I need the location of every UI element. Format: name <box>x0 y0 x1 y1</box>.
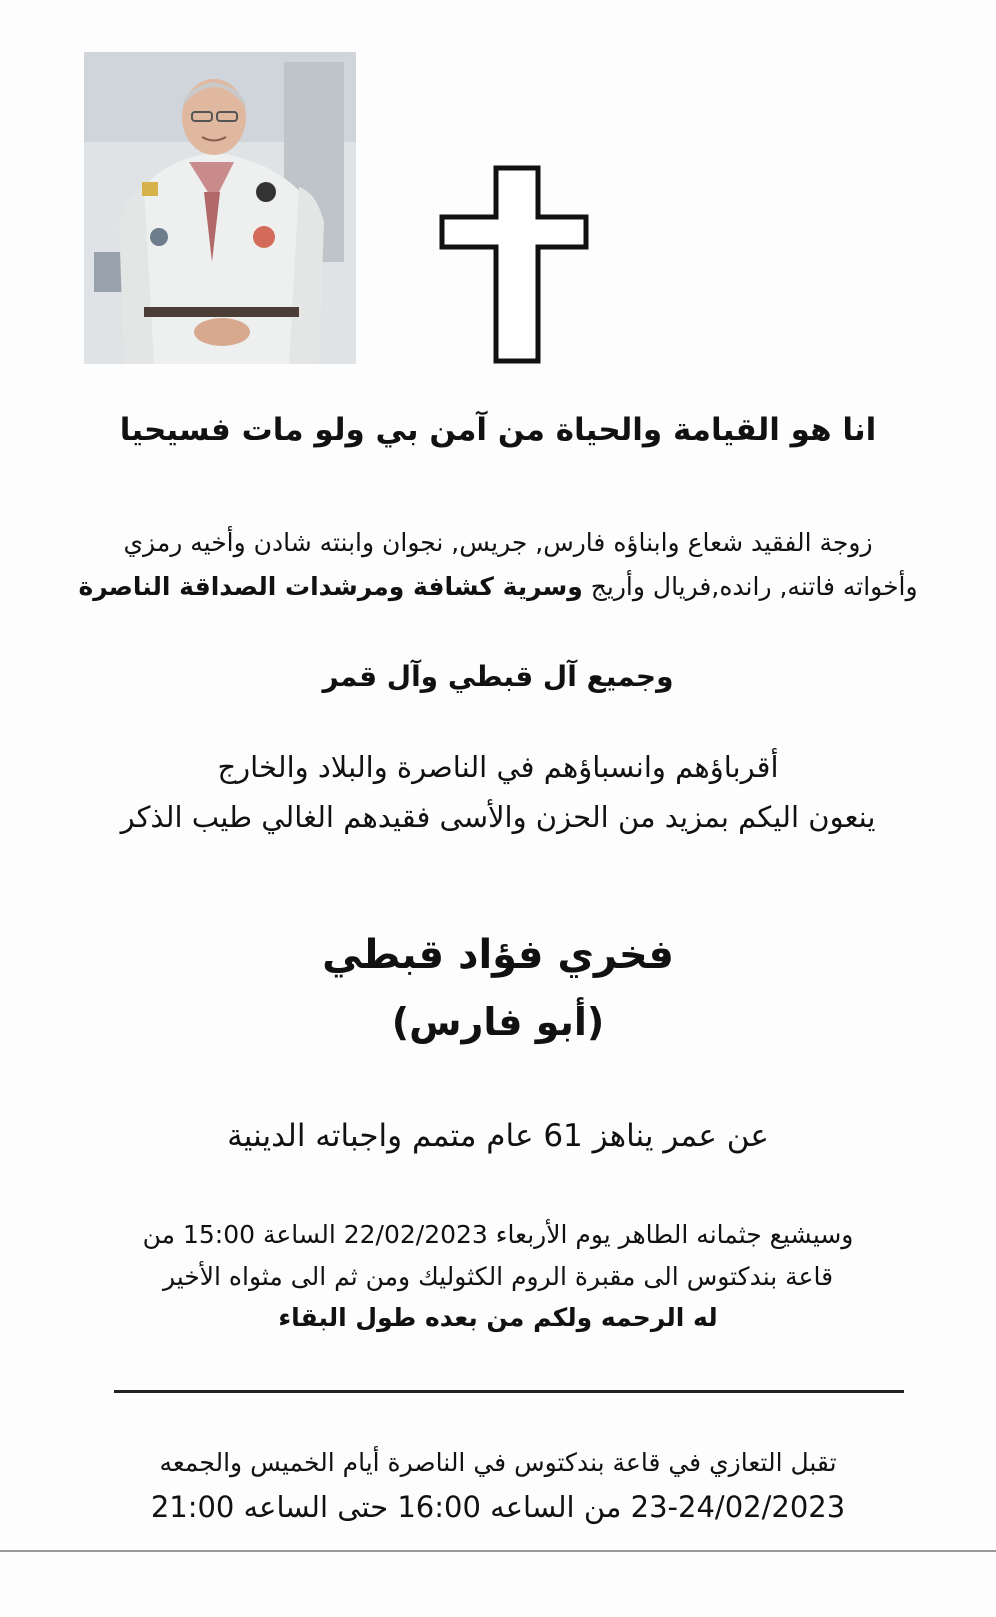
deceased-name: فخري فؤاد قبطي <box>322 932 674 978</box>
family-line-2-sisters: وأخواته فاتنه, رانده,فريال وأريج <box>590 572 918 601</box>
bottom-border <box>0 1550 996 1552</box>
deceased-nickname: (أبو فارس) <box>391 1000 605 1044</box>
bible-verse: انا هو القيامة والحياة من آمن بي ولو مات فسيحيا <box>119 412 877 448</box>
relatives-line-2: ينعون اليكم بمزيد من الحزن والأسى فقيدهم الغالي طيب الذكر <box>120 800 876 834</box>
relatives-line-1: أقرباؤهم وانسباؤهم في الناصرة والبلاد والخارج <box>217 750 779 784</box>
family-line-2-scouts: وسرية كشافة ومرشدات الصداقة الناصرة <box>78 572 583 601</box>
divider <box>114 1390 904 1393</box>
condolences-line-2: 23-24/02/2023 من الساعه 16:00 حتى الساعه 21:00 <box>150 1490 846 1524</box>
cross-icon <box>438 165 598 365</box>
funeral-line-2: قاعة بندكتوس الى مقبرة الروم الكثوليك ومن ثم الى مثواه الأخير <box>162 1262 834 1291</box>
family-line-3: وجميع آل قبطي وآل قمر <box>322 660 674 693</box>
age-line: عن عمر يناهز 61 عام متمم واجباته الدينية <box>227 1118 769 1154</box>
condolences-line-1: تقبل التعازي في قاعة بندكتوس في الناصرة أيام الخميس والجمعه <box>159 1448 837 1477</box>
family-line-2 <box>40 572 956 601</box>
family-line-1: زوجة الفقيد شعاع وابناؤه فارس, جريس, نجوان وابنته شادن وأخيه رمزي <box>123 528 873 557</box>
portrait-photo <box>84 52 356 364</box>
funeral-line-1: وسيشيع جثمانه الطاهر يوم الأربعاء 22/02/2023 الساعة 15:00 من <box>142 1220 854 1249</box>
funeral-line-3: له الرحمه ولكم من بعده طول البقاء <box>278 1303 718 1332</box>
